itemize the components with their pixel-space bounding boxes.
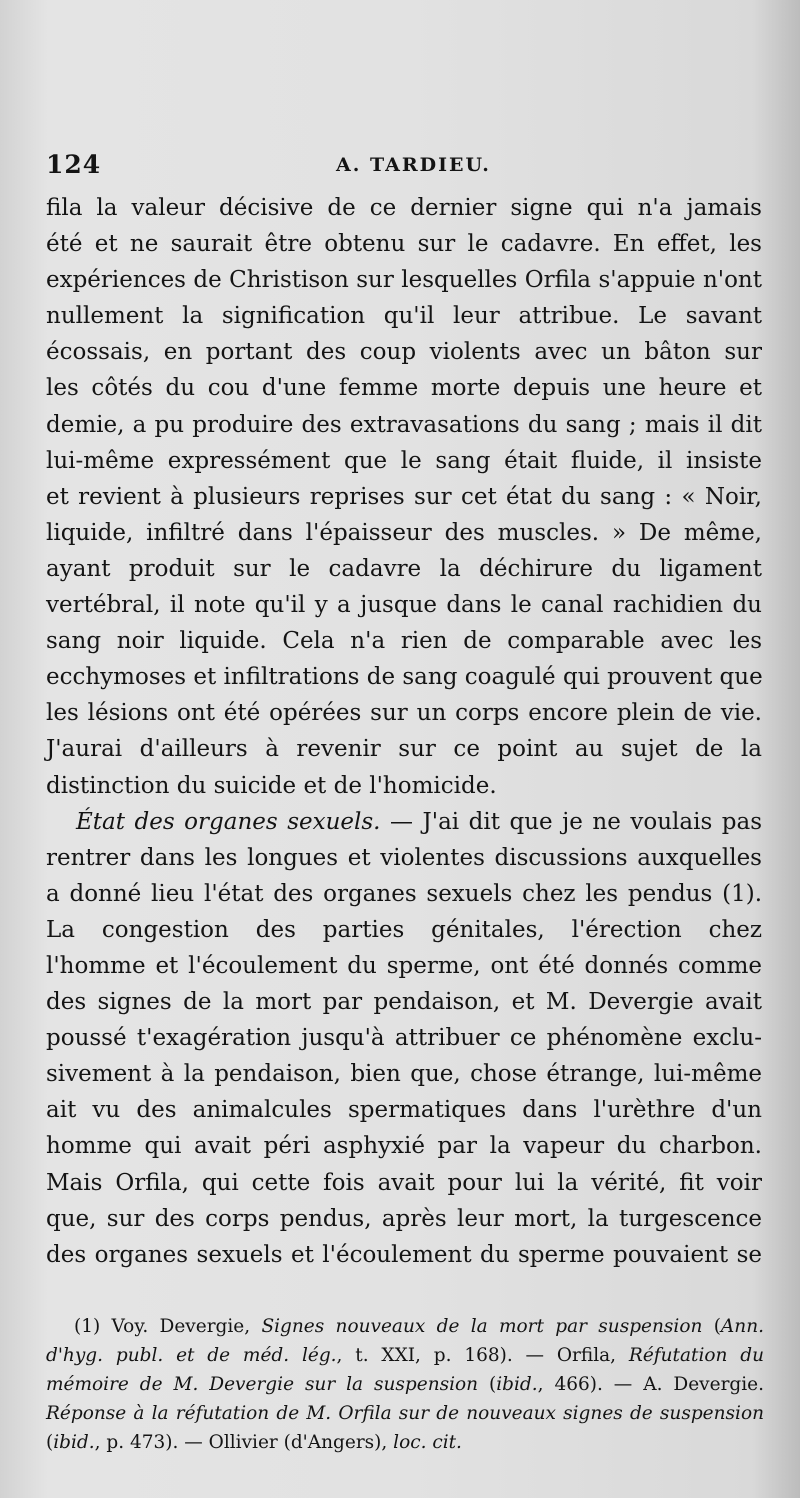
- footnote-italic: loc. cit.: [393, 1432, 462, 1453]
- text-line: poussé t'exagération jusqu'à attribuer ce phénomène exclu-: [46, 1025, 762, 1052]
- text-line: écossais, en portant des coup violents avec un bâton sur: [46, 339, 762, 366]
- text-line: nullement la signification qu'il leur attribue. Le savant: [46, 303, 762, 330]
- text-line: ecchymoses et infiltrations de sang coagulé qui prouvent que: [46, 664, 763, 691]
- text-line: des signes de la mort par pendaison, et M. Devergie avait: [46, 989, 762, 1016]
- text-line: et revient à plusieurs reprises sur cet état du sang : « Noir,: [46, 483, 762, 510]
- footnote-text: (1) Voy. Devergie,: [74, 1316, 262, 1337]
- section-heading-line: [46, 804, 762, 840]
- text-line: que, sur des corps pendus, après leur mort, la turgescence: [46, 1205, 762, 1232]
- text-line: vertébral, il note qu'il y a jusque dans le canal rachidien du: [46, 592, 762, 619]
- page-number: 124: [46, 150, 102, 179]
- footnote-line: [46, 1312, 764, 1341]
- page-header: [46, 150, 760, 186]
- text-line: La congestion des parties génitales, l'érection chez: [46, 916, 762, 943]
- text-line: rentrer dans les longues et violentes discussions auxquelles: [46, 844, 762, 871]
- footnote-text: , t. XXI, p. 168). — Orfila,: [336, 1345, 629, 1366]
- text-line: fila la valeur décisive de ce dernier signe qui n'a jamais: [46, 195, 762, 221]
- text-line: sang noir liquide. Cela n'a rien de comparable avec les: [46, 628, 762, 655]
- footnote-line: [46, 1428, 764, 1457]
- footnote-text: , p. 473). — Ollivier (d'Angers),: [94, 1432, 394, 1453]
- text-line: liquide, infiltré dans l'épaisseur des muscles. » De même,: [46, 519, 762, 546]
- text-line: les côtés du cou d'une femme morte depuis une heure et: [46, 375, 762, 402]
- footnote-text: (: [702, 1316, 721, 1337]
- section-heading-text: — J'ai dit que je ne voulais pas: [380, 808, 763, 835]
- text-line: Mais Orfila, qui cette fois avait pour lui la vérité, fit voir: [46, 1169, 762, 1196]
- footnote-line: [46, 1341, 764, 1370]
- footnote-italic: Réfutation du: [628, 1345, 765, 1366]
- text-line: ait vu des animalcules spermatiques dans l'urèthre d'un: [46, 1097, 762, 1124]
- footnote: [46, 1312, 764, 1457]
- text-line: a donné lieu l'état des organes sexuels chez les pendus (1).: [46, 880, 762, 907]
- text-line: demie, a pu produire des extravasations du sang ; mais il dit: [46, 411, 762, 438]
- footnote-italic: Réponse à la réfutation de M. Orfila sur de nouveaux signes de suspension: [46, 1403, 764, 1424]
- text-line: distinction du suicide et de l'homicide.: [46, 772, 497, 799]
- footnote-line: [46, 1399, 764, 1428]
- text-line: des organes sexuels et l'écoulement du sperme pouvaient se: [46, 1241, 762, 1268]
- section-heading: État des organes sexuels.: [76, 808, 381, 835]
- text-line: été et ne saurait être obtenu sur le cadavre. En effet, les: [46, 231, 762, 258]
- footnote-text: , 466). — A. Devergie.: [537, 1374, 764, 1395]
- text-line: expériences de Christison sur lesquelles Orfila s'appuie n'ont: [46, 267, 762, 294]
- text-line: les lésions ont été opérées sur un corps encore plein de vie.: [46, 700, 762, 727]
- text-line: l'homme et l'écoulement du sperme, ont été donnés comme: [46, 952, 762, 979]
- footnote-line: [46, 1370, 764, 1399]
- footnote-text: (: [478, 1374, 497, 1395]
- text-line: lui-même expressément que le sang était fluide, il insiste: [46, 447, 762, 474]
- footnote-italic: Signes nouveaux de la mort par suspension: [261, 1316, 703, 1337]
- text-line: J'aurai d'ailleurs à revenir sur ce point au sujet de la: [46, 736, 762, 763]
- text-line: sivement à la pendaison, bien que, chose étrange, lui-même: [46, 1061, 762, 1088]
- body-text: [46, 190, 762, 1273]
- footnote-italic: mémoire de M. Devergie sur la suspension: [46, 1374, 479, 1395]
- running-head: A. TARDIEU.: [336, 154, 491, 176]
- text-line: homme qui avait péri asphyxié par la vapeur du charbon.: [46, 1133, 762, 1160]
- footnote-italic: ibid.: [53, 1432, 95, 1453]
- footnote-italic: Ann.: [720, 1316, 764, 1337]
- text-line: ayant produit sur le cadavre la déchirure du ligament: [46, 555, 762, 582]
- footnote-italic: d'hyg. publ. et de méd. lég.: [46, 1345, 337, 1366]
- footnote-text: (: [46, 1432, 54, 1453]
- footnote-italic: ibid.: [496, 1374, 538, 1395]
